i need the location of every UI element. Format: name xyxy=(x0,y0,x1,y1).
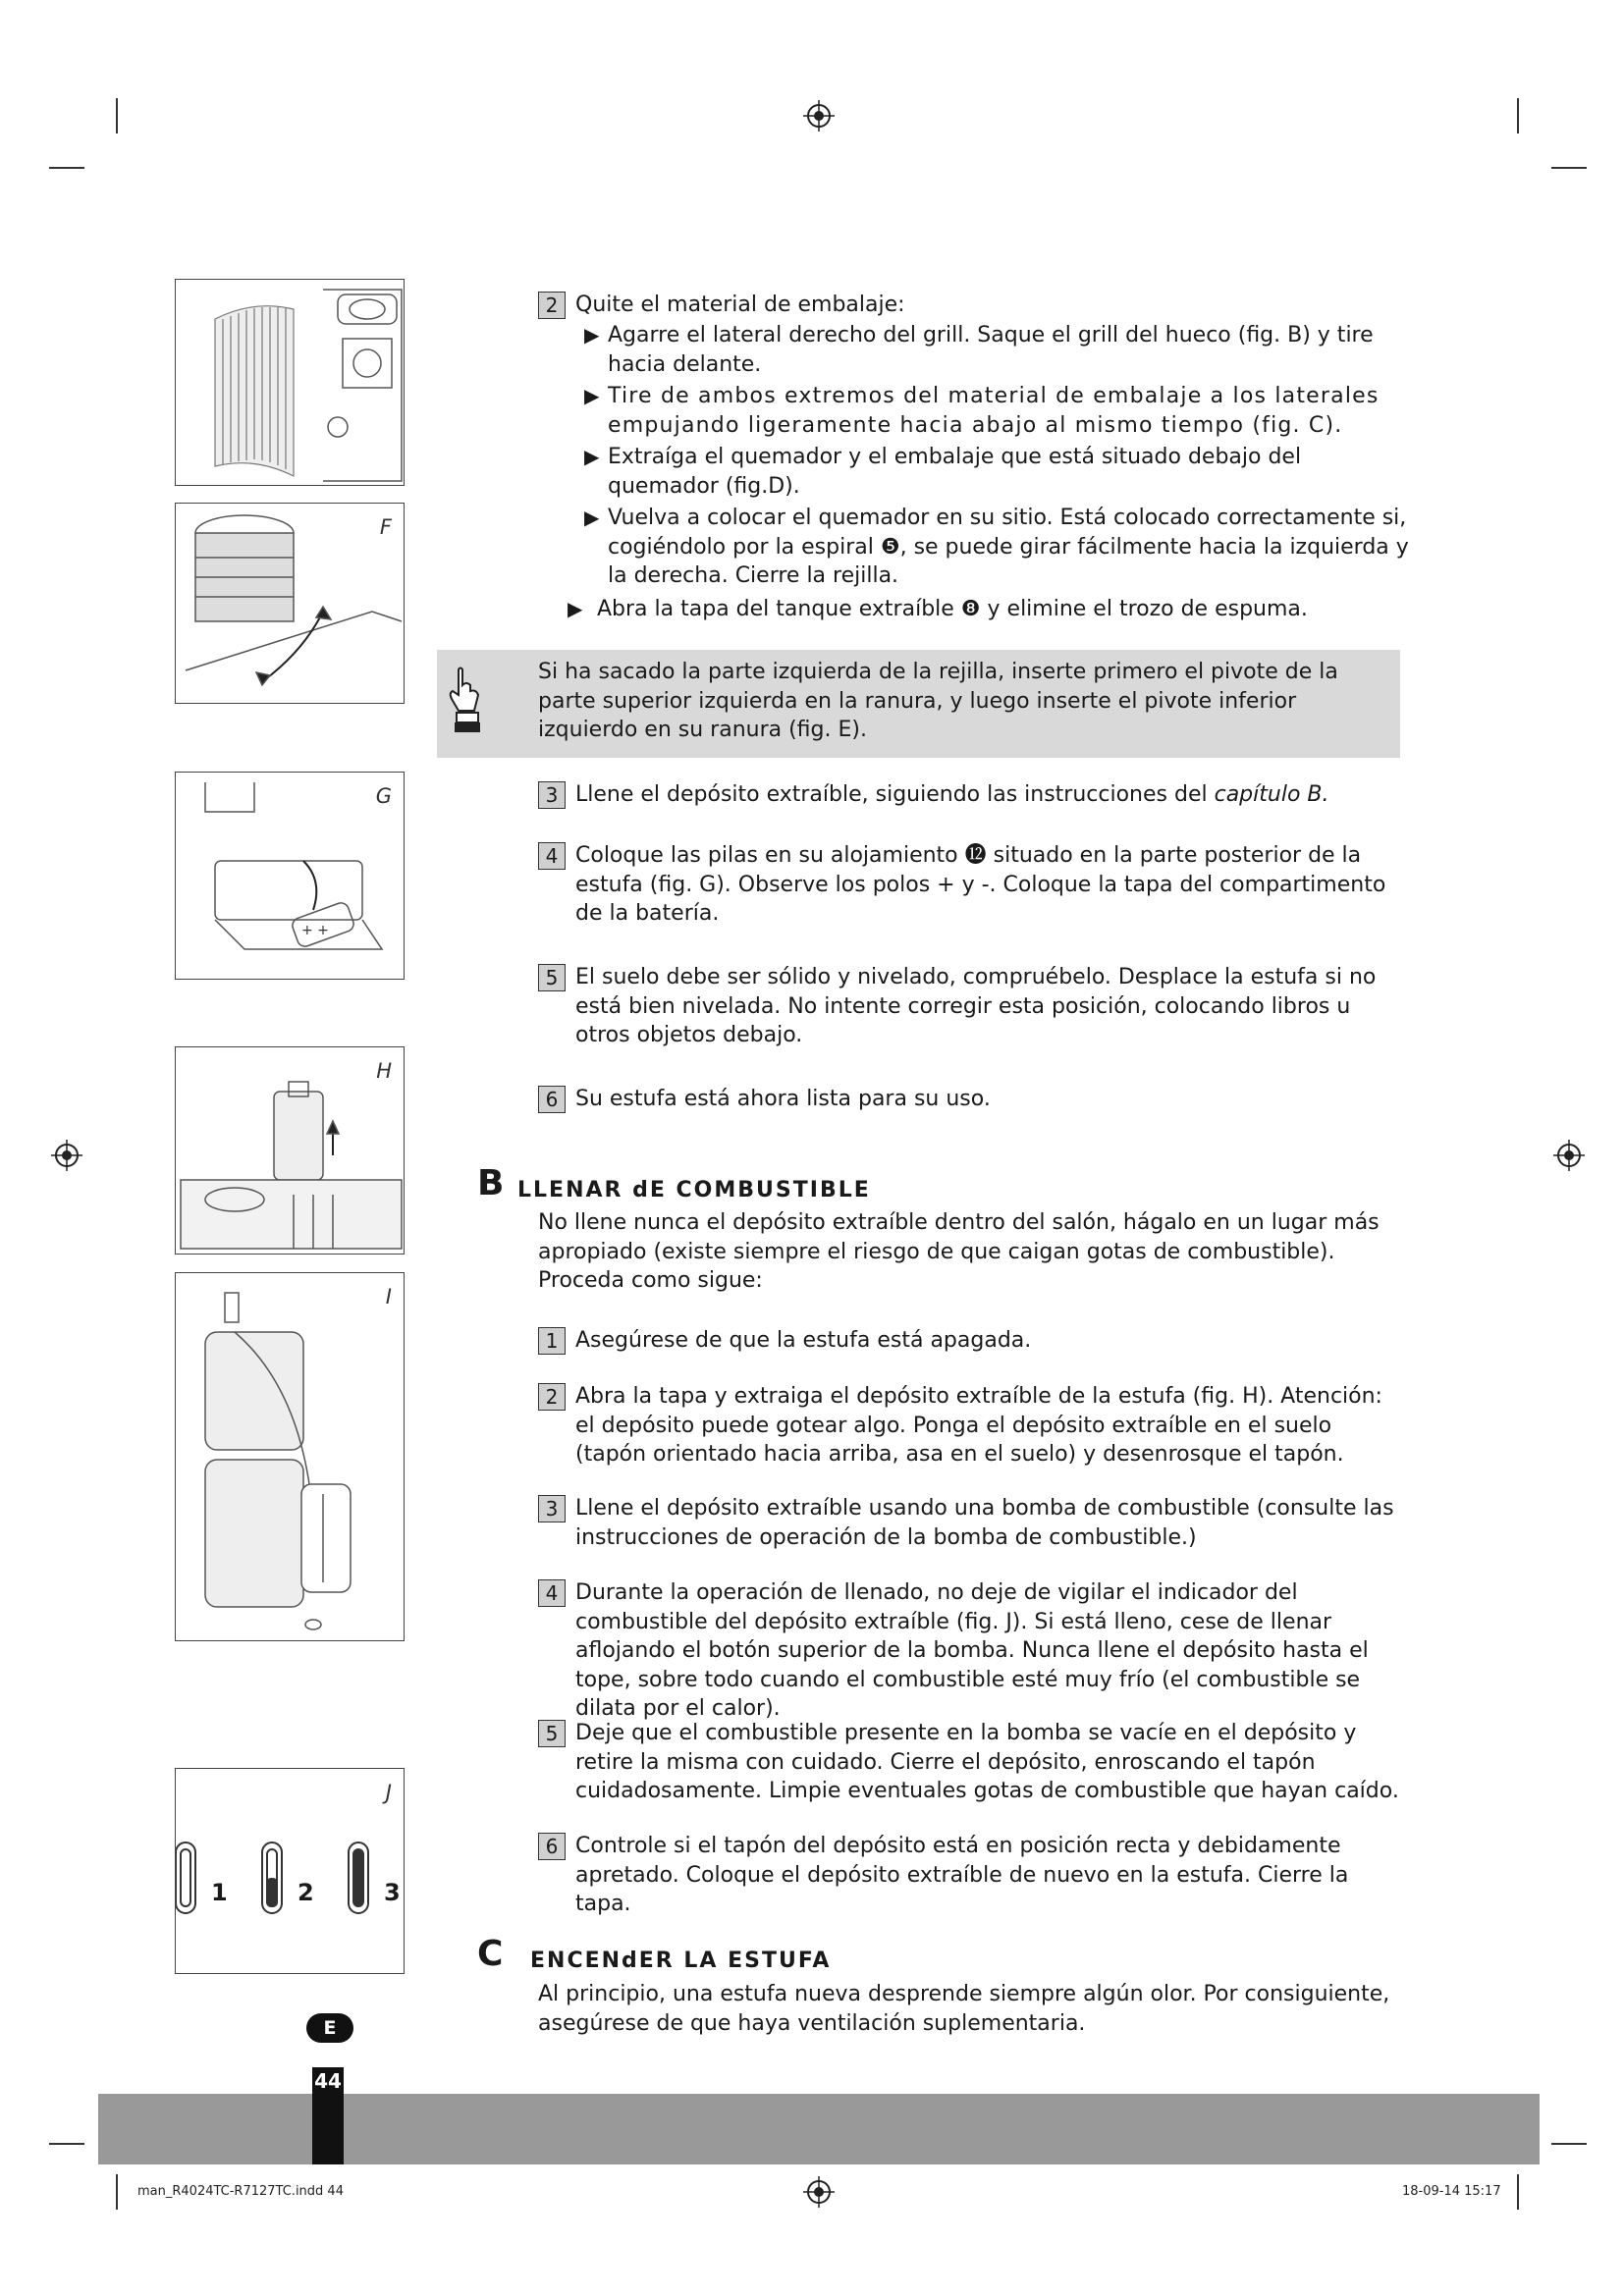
step-number: 6 xyxy=(538,1833,566,1860)
pointing-hand-icon xyxy=(447,666,482,736)
gauge-level-3-label: 3 xyxy=(384,1879,401,1906)
step-2-bullet-5 xyxy=(568,595,1412,624)
step-number: 5 xyxy=(538,964,566,991)
crop-mark xyxy=(1517,2174,1519,2210)
heater-grill-illustration xyxy=(176,280,405,486)
fuel-gauge-levels-illustration xyxy=(176,1769,405,1974)
registration-mark-icon xyxy=(801,98,837,133)
section-b-step-1 xyxy=(538,1326,1406,1356)
registration-mark-icon xyxy=(49,1138,84,1173)
arrow-icon: ▶ xyxy=(584,506,600,529)
section-b-step-2 xyxy=(538,1382,1406,1469)
page-number: 44 xyxy=(312,2067,344,2164)
figure-grill-removal xyxy=(175,279,405,486)
language-badge: E xyxy=(306,2013,353,2043)
bullet-text: Extraíga el quemador y el embalaje que está situado debajo del quemador (fig.D). xyxy=(608,445,1302,499)
figure-label: H xyxy=(376,1059,392,1083)
arrow-icon: ▶ xyxy=(584,445,600,468)
note-text: Si ha sacado la parte izquierda de la rejilla, inserte primero el pivote de la parte superior izquierda en la ranura, y luego inserte el pivote inferior izquierdo en su ranura (fig. E). xyxy=(538,660,1338,742)
step-5-text: El suelo debe ser sólido y nivelado, compruébelo. Desplace la estufa si no está bien nivelada. No intente corregir esta posición, colocando libros u otros objetos debajo. xyxy=(575,965,1377,1047)
figure-f xyxy=(175,503,405,704)
tank-removal-illustration xyxy=(176,1047,405,1255)
crop-mark xyxy=(1551,2143,1587,2145)
crop-mark xyxy=(1517,98,1519,133)
section-b-step-4 xyxy=(538,1578,1406,1724)
burner-rotation-illustration xyxy=(176,504,405,704)
arrow-icon: ▶ xyxy=(584,384,601,407)
step-number: 5 xyxy=(538,1720,566,1747)
step-text: Durante la operación de llenado, no deje de vigilar el indicador del combustible del depósito extraíble (fig. J). Si está lleno, cese de llenar aflojando el botón superior de la bomba. Nunca llene el depósito hasta el tope, sobre todo cuando el combustible esté muy frío (el combustible se dilata por el calor). xyxy=(575,1580,1369,1721)
step-number: 4 xyxy=(538,1579,566,1607)
step-2-bullet-2 xyxy=(584,382,1409,440)
registration-mark-icon xyxy=(1551,1138,1587,1173)
step-4-text: Coloque las pilas en su alojamiento ⓬ situado en la parte posterior de la estufa (fig. G). Observe los polos + y -. Coloque la tapa del compartimento de la batería. xyxy=(575,843,1386,926)
figure-label: F xyxy=(379,515,392,539)
figure-j xyxy=(175,1768,405,1974)
figure-label: G xyxy=(375,784,392,808)
arrow-icon: ▶ xyxy=(584,323,600,347)
step-text: Abra la tapa y extraiga el depósito extraíble de la estufa (fig. H). Atención: el depósito puede gotear algo. Ponga el depósito extraíble en el suelo (tapón orientado hacia arriba, asa en el suelo) y desenrosque el tapón. xyxy=(575,1384,1382,1467)
svg-text:+ +: + + xyxy=(301,923,329,938)
step-number: 3 xyxy=(538,781,566,809)
figure-label: I xyxy=(385,1285,392,1308)
step-3-text: Llene el depósito extraíble, siguiendo las instrucciones del xyxy=(575,782,1215,807)
section-b-step-5 xyxy=(538,1719,1406,1806)
step-2-bullet-4 xyxy=(584,504,1409,591)
figure-h xyxy=(175,1046,405,1255)
step-number: 4 xyxy=(538,842,566,870)
crop-mark xyxy=(1551,167,1587,169)
step-number: 3 xyxy=(538,1495,566,1522)
gauge-level-2-label: 2 xyxy=(298,1879,314,1906)
step-6-text: Su estufa está ahora lista para su uso. xyxy=(575,1087,991,1111)
section-b-step-3 xyxy=(538,1494,1406,1552)
bullet-text: Vuelva a colocar el quemador en su sitio. Está colocado correctamente si, cogiéndolo por la espiral ❺, se puede girar fácilmente hacia la izquierda y la derecha. Cierre la rejilla. xyxy=(608,506,1409,588)
section-c-title: ENCENdER LA ESTUFA xyxy=(530,1949,832,1973)
bullet-text: Abra la tapa del tanque extraíble ❽ y elimine el trozo de espuma. xyxy=(597,597,1308,621)
section-c-letter: C xyxy=(477,1934,504,1974)
section-b-title: LLENAR dE COMBUSTIBLE xyxy=(517,1178,871,1202)
step-4 xyxy=(538,841,1406,929)
section-b-step-6 xyxy=(538,1832,1406,1919)
section-c-intro: Al principio, una estufa nueva desprende siempre algún olor. Por consiguiente, asegúrese de que haya ventilación suplementaria. xyxy=(538,1982,1390,2036)
bullet-text: Agarre el lateral derecho del grill. Saque el grill del hueco (fig. B) y tire hacia delante. xyxy=(608,323,1374,377)
fuel-pump-illustration xyxy=(176,1273,405,1641)
step-number: 6 xyxy=(538,1086,566,1113)
step-number: 2 xyxy=(538,1383,566,1411)
step-2-bullet-3 xyxy=(584,443,1409,501)
bullet-text: Tire de ambos extremos del material de embalaje a los laterales empujando ligeramente hacia abajo al mismo tiempo (fig. C). xyxy=(608,384,1380,438)
gauge-level-1-label: 1 xyxy=(211,1879,228,1906)
step-2-intro: Quite el material de embalaje: xyxy=(575,293,905,317)
figure-i xyxy=(175,1272,405,1641)
crop-mark xyxy=(116,98,118,133)
battery-compartment-illustration xyxy=(176,773,405,980)
section-b-intro: No llene nunca el depósito extraíble dentro del salón, hágalo en un lugar más apropiado (existe siempre el riesgo de que caigan gotas de combustible). Proceda como sigue: xyxy=(538,1210,1380,1293)
date-slug: 18-09-14 15:17 xyxy=(1402,2184,1501,2199)
arrow-icon: ▶ xyxy=(568,597,583,620)
figure-g xyxy=(175,772,405,980)
registration-mark-icon xyxy=(801,2174,837,2210)
crop-mark xyxy=(49,2143,84,2145)
step-text: Deje que el combustible presente en la bomba se vacíe en el depósito y retire la misma con cuidado. Cierre el depósito, enroscando el tapón cuidadosamente. Limpie eventuales gotas de combustible que hayan caído. xyxy=(575,1721,1399,1803)
step-number: 1 xyxy=(538,1327,566,1355)
file-slug: man_R4024TC-R7127TC.indd 44 xyxy=(137,2184,344,2199)
step-2-bullet-1 xyxy=(584,321,1409,379)
crop-mark xyxy=(49,167,84,169)
step-text: Controle si el tapón del depósito está en posición recta y debidamente apretado. Coloque el depósito extraíble de nuevo en la estufa. Cierre la tapa. xyxy=(575,1834,1349,1916)
step-2 xyxy=(538,291,1412,320)
step-3 xyxy=(538,780,1406,810)
step-text: Llene el depósito extraíble usando una bomba de combustible (consulte las instrucciones de operación de la bomba de combustible.) xyxy=(575,1496,1394,1550)
crop-mark xyxy=(116,2174,118,2210)
step-6 xyxy=(538,1085,1406,1114)
figure-label: J xyxy=(385,1781,392,1804)
step-number: 2 xyxy=(538,292,566,319)
step-text: Asegúrese de que la estufa está apagada. xyxy=(575,1328,1032,1353)
step-5 xyxy=(538,963,1406,1050)
step-3-reference: capítulo B. xyxy=(1214,782,1329,807)
section-b-letter: B xyxy=(477,1163,505,1203)
